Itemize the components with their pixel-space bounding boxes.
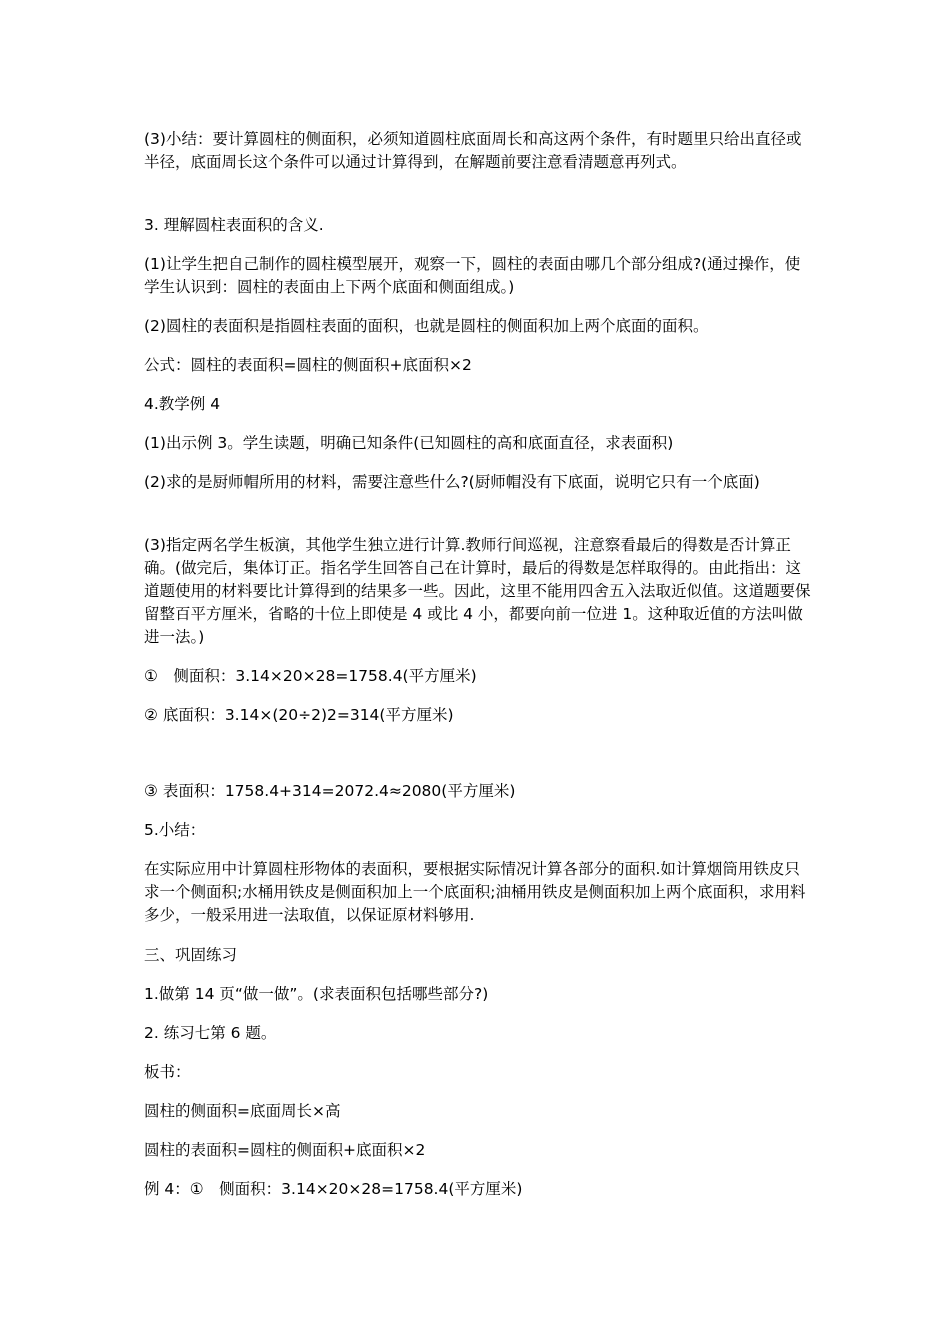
paragraph-blackboard-practice: (3)指定两名学生板演，其他学生独立进行计算.教师行间巡视，注意察看最后的得数是否计算正确。(做完后，集体订正。指名学生回答自己在计算时，最后的得数是怎样取得的。由此指出：这道题使用的材料要比计算得到的结果多一些。因此，这里不能用四舍五入法取近似值。这道题要保留整百平方厘米，省略的十位上即使是 4 或比 4 小，都要向前一位进 1。这种取近值的方法叫做进一法。) bbox=[144, 536, 811, 646]
paragraph-summary-lateral-area: (3)小结：要计算圆柱的侧面积，必须知道圆柱底面周长和高这两个条件，有时题里只给出直径或半径，底面周长这个条件可以通过计算得到，在解题前要注意看清题意再列式。 bbox=[144, 130, 802, 171]
board-example-4: 例 4：① 侧面积：3.14×20×28=1758.4(平方厘米) bbox=[144, 1180, 523, 1198]
paragraph-show-example: (1)出示例 3。学生读题，明确已知条件(已知圆柱的高和底面直径，求表面积) bbox=[144, 434, 674, 452]
calc-base-area: ② 底面积：3.14×(20÷2)2=314(平方厘米) bbox=[144, 706, 454, 724]
exercise-item-2: 2. 练习七第 6 题。 bbox=[144, 1024, 277, 1042]
board-lateral-area-formula: 圆柱的侧面积=底面周长×高 bbox=[144, 1102, 341, 1120]
paragraph-surface-area-definition: (2)圆柱的表面积是指圆柱表面的面积，也就是圆柱的侧面积加上两个底面的面积。 bbox=[144, 317, 709, 335]
board-surface-area-formula: 圆柱的表面积=圆柱的侧面积+底面积×2 bbox=[144, 1141, 426, 1159]
paragraph-practical-application: 在实际应用中计算圆柱形物体的表面积，要根据实际情况计算各部分的面积.如计算烟筒用铁皮只求一个侧面积;水桶用铁皮是侧面积加上一个底面积;油桶用铁皮是侧面积加上两个底面积，求用料多少，一般采用进一法取值，以保证原材料够用. bbox=[144, 860, 806, 924]
heading-blackboard: 板书： bbox=[144, 1063, 191, 1081]
heading-surface-area-meaning: 3. 理解圆柱表面积的含义. bbox=[144, 216, 324, 234]
paragraph-model-unfold: (1)让学生把自己制作的圆柱模型展开，观察一下，圆柱的表面由哪几个部分组成?(通过操作，使学生认识到：圆柱的表面由上下两个底面和侧面组成。) bbox=[144, 255, 801, 296]
paragraph-chef-hat: (2)求的是厨师帽所用的材料，需要注意些什么?(厨师帽没有下底面，说明它只有一个底面) bbox=[144, 473, 760, 491]
formula-surface-area: 公式：圆柱的表面积=圆柱的侧面积+底面积×2 bbox=[144, 356, 472, 374]
heading-teaching-example-4: 4.教学例 4 bbox=[144, 395, 221, 413]
calc-lateral-area: ① 侧面积：3.14×20×28=1758.4(平方厘米) bbox=[144, 667, 477, 685]
exercise-item-1: 1.做第 14 页“做一做”。(求表面积包括哪些部分?) bbox=[144, 985, 489, 1003]
heading-consolidation-practice: 三、巩固练习 bbox=[144, 946, 238, 964]
calc-surface-area: ③ 表面积：1758.4+314=2072.4≈2080(平方厘米) bbox=[144, 782, 516, 800]
heading-summary-5: 5.小结： bbox=[144, 821, 206, 839]
